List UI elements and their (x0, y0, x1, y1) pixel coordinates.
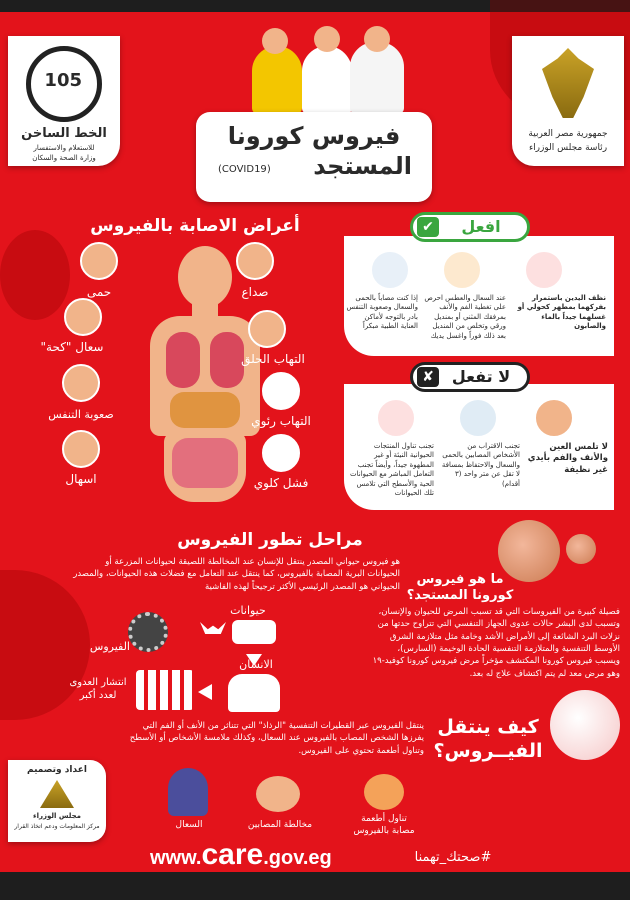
symptom-cough: سعال "كحة" (40, 340, 104, 354)
credit-card (8, 760, 106, 842)
hotline-sub2: وزارة الصحة والسكان (32, 154, 96, 162)
face-touch-icon (534, 398, 574, 438)
title-line1: فيروس كورونا (227, 122, 401, 150)
do-label: افعل (461, 217, 501, 236)
cow-icon (232, 620, 276, 644)
cough-icon (64, 298, 102, 336)
headache-icon (236, 242, 274, 280)
arrow-left-icon (198, 684, 212, 700)
dont-meat-text: تجنب تناول المنتجات الحيوانية النيئة أو غير المطهوة جيداً، وأيضاً تجنب التعامل المباشر مع الحيوانات الحية والأسطح التي تلامس تلك الحيوانات (350, 442, 434, 498)
gov-line1: جمهورية مصر العربية (528, 129, 608, 139)
handshake-icon (256, 776, 300, 812)
dont-label-pill (410, 362, 530, 392)
title-tag: (COVID19) (218, 164, 271, 175)
symptom-throat: التهاب الحلق (241, 352, 305, 366)
what-text: فصيلة كبيرة من الفيروسات التي قد تسبب المرض للحيوان والإنسان، وتسبب لدى البشر حالات عدوى الجهاز التنفسي التي تتراوح حدتها من نزلات البرد الشائعة إلى الأمراض الأشد وخامة مثل متلازمة الشرق الأوسط التنفسية والمتلازمة التنفسية الحادة الوخيمة (السارس)، ويسبب فيروس كورونا المكتشف مؤخراً مرض فيروس كورونا كوفيد-١٩ وهو مرض معد لم يتم اكتشاف علاج له بعد. (372, 607, 620, 679)
transmit-food: تناول أطعمة مصابة بالفيروس (353, 814, 415, 836)
hashtag[interactable]: #صحتك_تهمنا (414, 850, 492, 865)
distance-icon (458, 398, 498, 438)
handwash-icon (524, 250, 564, 290)
doctors-illustration (232, 22, 412, 114)
stage-spread: انتشار العدوى لعدد أكبر (69, 677, 127, 701)
dont-label: لا تفعل (451, 367, 511, 386)
stage-human: الانسان (239, 658, 273, 671)
sneeze-icon (442, 250, 482, 290)
breath-icon (62, 364, 100, 402)
url-main: care (201, 838, 264, 871)
symptom-kidney: فشل كلوي (253, 476, 309, 490)
virus-illustration (566, 534, 596, 564)
symptom-fever: حمى (86, 285, 112, 299)
hospital-icon (370, 250, 410, 290)
raw-meat-icon (376, 398, 416, 438)
hotline-sub1: للاستعلام والاستفسار (33, 144, 95, 152)
fever-icon (80, 242, 118, 280)
stages-text: هو فيروس حيواني المصدر ينتقل للإنسان عند المخالطة اللصيقة لحيوانات المزرعة أو الحيوانات البرية المصابة بالفيروس، كما ينتقل عند التعامل مع فضلات هذه الحيوانات، والمصدر الحيواني هو المصدر الرئيسي الأكثر ترجيحاً لهذه الفاشية (73, 557, 400, 592)
credit-org2: مركز المعلومات ودعم اتخاذ القرار (14, 823, 100, 830)
symptom-lung: التهاب رئوي (251, 414, 311, 428)
do-wash-text: نظف اليدين باستمرار بفركهما بمطهر كحولي أو غسلهما جيداً بالماء والصابون (517, 294, 606, 331)
diarrhea-icon (62, 430, 100, 468)
bottom-bar (0, 872, 630, 900)
do-label-pill (410, 212, 530, 242)
website-url[interactable] (150, 838, 390, 872)
title-card (196, 112, 432, 202)
symptom-diarrhea: اسهال (65, 472, 97, 486)
stages-heading: مراحل تطور الفيروس (177, 530, 363, 550)
transmit-contact: مخالطة المصابين (247, 820, 313, 830)
lung-icon (262, 372, 300, 410)
transmit-heading2: الفيــروس؟ (433, 740, 543, 762)
crowd-icon (136, 670, 194, 710)
transmit-heading1: كيف ينتقل (437, 716, 539, 738)
hotline-number: 105 (44, 70, 82, 91)
virus-icon (128, 612, 168, 652)
check-icon: ✔ (417, 217, 439, 237)
bg-virus-decoration (0, 230, 70, 320)
hotline-card (8, 36, 120, 166)
transmit-text: ينتقل الفيروس عبر القطيرات التنفسية "الرذاذ" التي تتناثر من الأنف أو الفم التي يفرزها الشخص المصاب بالفيروس عند السعال، وكذلك ملامسة الأشخاص أو الأسطح وتناول أطعمة تحتوي على الفيروس. (129, 721, 424, 756)
transmit-cough: السعال (175, 820, 203, 830)
title-line2: المستجد (313, 152, 412, 180)
cabinet-logo-icon (40, 780, 74, 808)
dont-touch-text: لا تلمس العين والأنف والفم بأيدي غير نظيفة (527, 442, 608, 475)
coughing-person-icon (168, 768, 208, 816)
food-icon (364, 774, 404, 810)
government-card (512, 36, 624, 166)
throat-icon (248, 310, 286, 348)
gov-line2: رئاسة مجلس الوزراء (528, 143, 608, 153)
eagle-emblem-icon (542, 48, 594, 118)
stage-virus: الفيروس (89, 640, 130, 653)
do-doctor-text: إذا كنت مصاباً بالحمى والسعال وصعوبة التنفس بادر بالتوجه لأماكن العناية الطبية مبكراً (346, 294, 418, 331)
url-suffix: .gov.eg (263, 847, 332, 869)
cross-icon: ✘ (417, 367, 439, 387)
bat-icon (200, 622, 226, 634)
credit-org1: مجلس الوزراء (32, 812, 82, 820)
kidney-icon (262, 434, 300, 472)
dont-contact-text: تجنب الاقتراب من الأشخاص المصابين بالحمى والسعال والاحتفاظ بمسافة لا تقل عن متر واحد (٣ أقدام) (441, 442, 520, 488)
what-heading2: كورونا المستجد؟ (406, 588, 514, 603)
url-prefix: www. (150, 847, 202, 869)
do-cover-text: عند السعال والعطس احرص على تغطية الفم والأنف بمرفقك المثني أو بمنديل ورقي وتخلص من المنديل بعد ذلك فوراً واغسل يديك (424, 294, 506, 340)
what-heading1: ما هو فيروس (416, 572, 504, 587)
symptom-breath: صعوبة التنفس (48, 408, 114, 421)
hotline-title: الخط الساخن (21, 126, 107, 141)
stage-animals: حيوانات (230, 604, 266, 617)
symptoms-heading: أعراض الاصابة بالفيروس (90, 216, 300, 236)
symptom-headache: صداع (241, 285, 269, 299)
humans-icon (228, 674, 280, 712)
virus-illustration-white (550, 690, 620, 760)
credit-title: اعداد وتصميم (27, 765, 87, 775)
